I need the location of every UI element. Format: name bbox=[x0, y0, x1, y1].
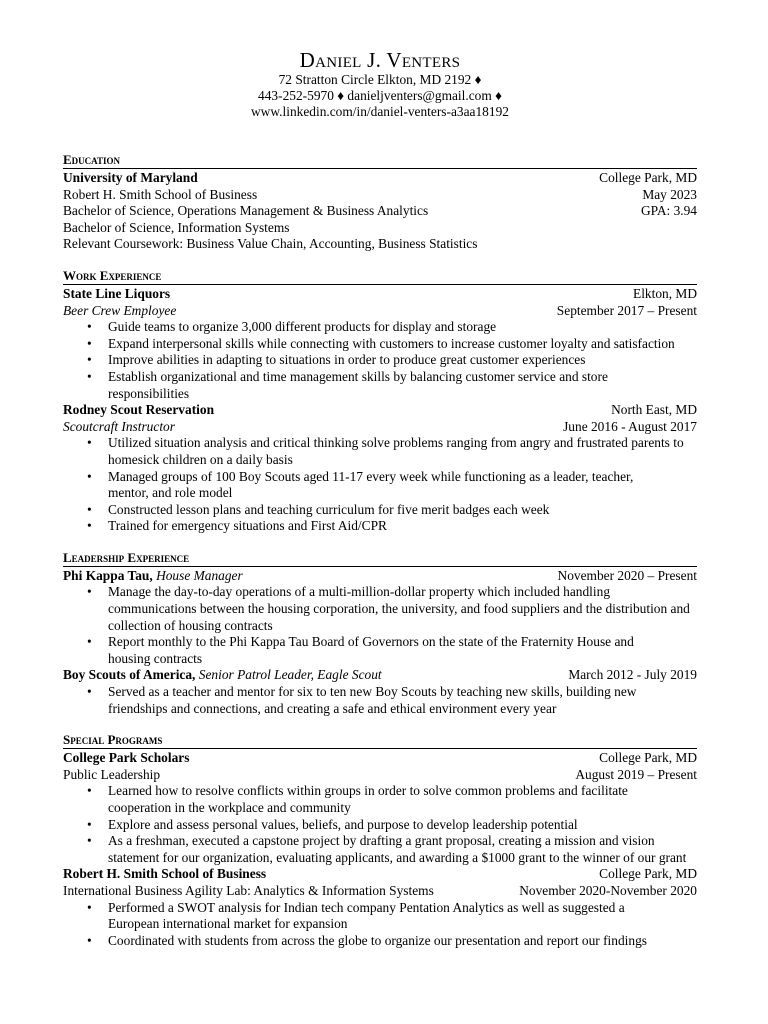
program-org: College Park Scholars bbox=[63, 750, 190, 766]
leadership-entry bbox=[63, 568, 697, 668]
program-dates: November 2020-November 2020 bbox=[519, 882, 697, 898]
leadership-dates: November 2020 – Present bbox=[557, 567, 697, 583]
leadership-role: House Manager bbox=[156, 567, 243, 583]
section-title-work: Work Experience bbox=[63, 268, 697, 285]
coursework: Relevant Coursework: Business Value Chain, Accounting, Business Statistics bbox=[63, 236, 478, 252]
school-name: University of Maryland bbox=[63, 170, 198, 185]
bullet-item: • Expand interpersonal skills while connecting with customers to increase customer loyalty and satisfaction bbox=[108, 336, 697, 353]
leadership-entry bbox=[63, 667, 697, 717]
bullet-item: • Coordinated with students from across the globe to organize our presentation and report our findings bbox=[108, 933, 697, 950]
leadership-org: Boy Scouts of America, bbox=[63, 667, 196, 683]
leadership-org: Phi Kappa Tau, bbox=[63, 567, 153, 583]
phone-email-line: 443-252-5970 ♦ danieljventers@gmail.com ♦ bbox=[258, 88, 502, 103]
leadership-bullets bbox=[63, 584, 697, 667]
program-org: Robert H. Smith School of Business bbox=[63, 866, 267, 882]
programs-section bbox=[63, 732, 697, 949]
bullet-item: • Report monthly to the Phi Kappa Tau Board of Governors on the state of the Fraternity House and housing contracts bbox=[108, 634, 697, 667]
job-location: Elkton, MD bbox=[633, 285, 697, 301]
job-dates: June 2016 - August 2017 bbox=[563, 418, 697, 434]
leadership-section bbox=[63, 550, 697, 717]
degree-secondary: Bachelor of Science, Information Systems bbox=[63, 219, 290, 235]
bullet-item: • Utilized situation analysis and critical thinking solve problems ranging from angry and frustrated parents to homesick children on a daily basis bbox=[108, 435, 697, 468]
job-role: Beer Crew Employee bbox=[63, 302, 177, 318]
leadership-role: Senior Patrol Leader, Eagle Scout bbox=[198, 667, 382, 683]
program-sub: International Business Agility Lab: Analytics & Information Systems bbox=[63, 882, 434, 898]
bullet-item: • Performed a SWOT analysis for Indian tech company Pentation Analytics as well as suggested a European international market for expansion bbox=[108, 900, 697, 933]
section-title-programs: Special Programs bbox=[63, 732, 697, 749]
job-org: State Line Liquors bbox=[63, 285, 171, 301]
program-location: College Park, MD bbox=[599, 750, 697, 766]
resume-header bbox=[63, 48, 697, 120]
bullet-item: • Trained for emergency situations and First Aid/CPR bbox=[108, 518, 697, 535]
candidate-name: Daniel J. Venters bbox=[299, 48, 461, 72]
leadership-dates: March 2012 - July 2019 bbox=[568, 667, 697, 683]
program-bullets bbox=[63, 900, 697, 950]
job-org: Rodney Scout Reservation bbox=[63, 402, 215, 418]
program-entry bbox=[63, 866, 697, 949]
gpa: GPA: 3.94 bbox=[640, 203, 697, 219]
program-bullets bbox=[63, 783, 697, 866]
degree-primary: Bachelor of Science, Operations Management & Business Analytics bbox=[63, 203, 429, 219]
program-entry bbox=[63, 750, 697, 866]
linkedin-url: www.linkedin.com/in/daniel-venters-a3aa18192 bbox=[251, 104, 509, 119]
bullet-item: • As a freshman, executed a capstone project by drafting a grant proposal, creating a mission and vision statement for our organization, evaluating applicants, and awarding a $1000 grant to the winner of our grant bbox=[108, 833, 697, 866]
section-title-leadership: Leadership Experience bbox=[63, 550, 697, 567]
job-bullets bbox=[63, 319, 697, 402]
bullet-item: • Learned how to resolve conflicts within groups in order to solve common problems and facilitate cooperation in the workplace and community bbox=[108, 783, 697, 816]
graduation-date: May 2023 bbox=[642, 186, 697, 202]
bullet-item: • Constructed lesson plans and teaching curriculum for five merit badges each week bbox=[108, 502, 697, 519]
resume-page bbox=[63, 48, 697, 949]
job-entry bbox=[63, 286, 697, 402]
address-line: 72 Stratton Circle Elkton, MD 2192 ♦ bbox=[278, 72, 482, 87]
program-location: College Park, MD bbox=[599, 866, 697, 882]
work-section bbox=[63, 268, 697, 535]
section-title-education: Education bbox=[63, 152, 697, 169]
education-section bbox=[63, 152, 697, 253]
job-location: North East, MD bbox=[611, 402, 697, 418]
bullet-item: • Establish organizational and time management skills by balancing customer service and store responsibilities bbox=[108, 369, 697, 402]
job-dates: September 2017 – Present bbox=[556, 302, 697, 318]
bullet-item: • Manage the day-to-day operations of a multi-million-dollar property which included handling communications between the housing corporation, the university, and food suppliers and the distribution and collection of housing contracts bbox=[108, 584, 697, 634]
job-entry bbox=[63, 402, 697, 535]
college-name: Robert H. Smith School of Business bbox=[63, 186, 258, 202]
job-role: Scoutcraft Instructor bbox=[63, 418, 175, 434]
bullet-item: • Improve abilities in adapting to situations in order to produce great customer experiences bbox=[108, 352, 697, 369]
school-location: College Park, MD bbox=[599, 170, 697, 185]
program-dates: August 2019 – Present bbox=[575, 766, 697, 782]
bullet-item: • Managed groups of 100 Boy Scouts aged 11-17 every week while functioning as a leader, teacher, mentor, and role model bbox=[108, 469, 697, 502]
leadership-bullets bbox=[63, 684, 697, 717]
job-bullets bbox=[63, 435, 697, 535]
bullet-item: • Explore and assess personal values, beliefs, and purpose to develop leadership potential bbox=[108, 817, 697, 834]
bullet-item: • Served as a teacher and mentor for six to ten new Boy Scouts by teaching new skills, building new friendships and connections, and creating a safe and ethical environment every year bbox=[108, 684, 697, 717]
program-sub: Public Leadership bbox=[63, 766, 161, 782]
bullet-item: • Guide teams to organize 3,000 different products for display and storage bbox=[108, 319, 697, 336]
